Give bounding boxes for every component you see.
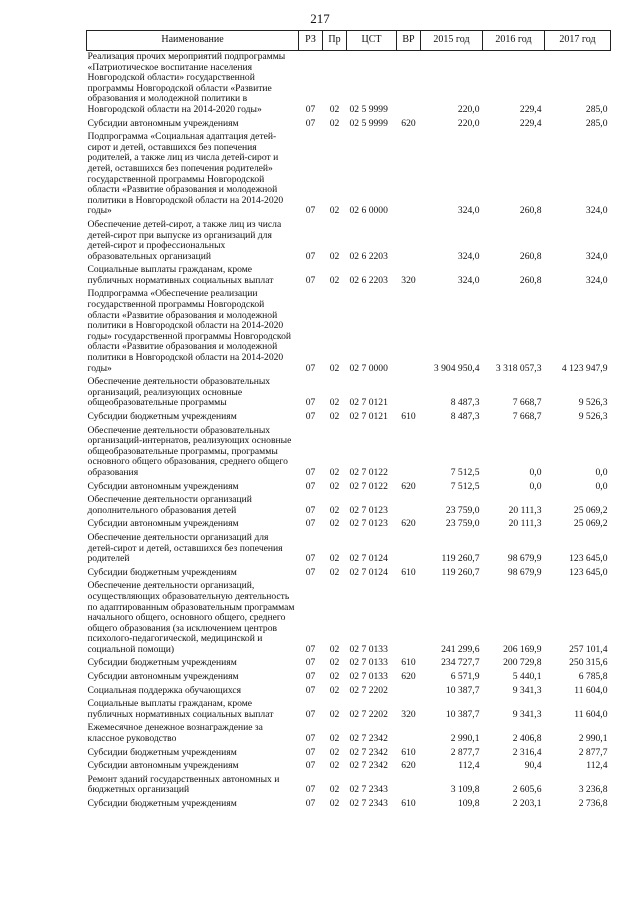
row-cst: 02 7 2202 xyxy=(349,708,388,720)
row-2017: 6 785,8 xyxy=(578,671,608,683)
row-2017: 4 123 947,9 xyxy=(561,362,608,374)
row-pr: 02 xyxy=(329,566,340,578)
row-vr: 620 xyxy=(401,671,416,683)
row-cst: 02 7 2342 xyxy=(349,733,388,745)
row-2016: 2 605,6 xyxy=(512,784,542,796)
row-vr xyxy=(397,685,421,699)
row-pr: 02 xyxy=(329,103,340,115)
row-name-text: Подпрограмма «Обеспечение реализации государственной программы Новгородской области «Развитие образования и молодежной политики в Новгородской области на 2014-2020 годы» государственной программы Новгородской области «Развитие образования и молодежной политики в Новгородской области на 2014-2020 годы» xyxy=(87,288,292,374)
row-pr: 02 xyxy=(329,518,340,530)
row-name xyxy=(87,798,299,812)
table-row xyxy=(87,494,611,518)
budget-table xyxy=(86,30,611,812)
row-rz: 07 xyxy=(305,103,316,115)
row-vr xyxy=(397,532,421,567)
row-2017: 2 877,7 xyxy=(578,746,608,758)
row-2017: 9 526,3 xyxy=(578,411,608,422)
row-2015: 109,8 xyxy=(457,798,480,809)
row-2015: 3 109,8 xyxy=(450,784,480,796)
row-vr xyxy=(397,722,421,746)
table-row xyxy=(87,671,611,685)
row-2015: 2 990,1 xyxy=(450,733,480,745)
row-vr xyxy=(397,288,421,376)
row-2016: 2 406,8 xyxy=(512,733,542,745)
row-name xyxy=(87,685,299,699)
table-row xyxy=(87,798,611,812)
row-2017: 25 069,2 xyxy=(573,504,608,516)
table-row xyxy=(87,685,611,699)
row-name xyxy=(87,760,299,774)
row-rz: 07 xyxy=(305,480,316,492)
row-2017: 285,0 xyxy=(585,103,608,115)
row-2016: 20 111,3 xyxy=(508,504,542,516)
row-2016: 0,0 xyxy=(529,480,542,492)
row-rz: 07 xyxy=(305,784,316,796)
row-name-text: Социальная поддержка обучающихся xyxy=(87,684,242,696)
row-2017: 0,0 xyxy=(595,466,608,478)
row-rz: 07 xyxy=(305,274,316,286)
row-rz: 07 xyxy=(305,504,316,516)
row-2016: 98 679,9 xyxy=(507,553,542,565)
row-pr: 02 xyxy=(329,480,340,492)
row-name xyxy=(87,425,299,481)
row-name-text: Субсидии автономным учреждениям xyxy=(87,518,239,530)
row-name xyxy=(87,747,299,761)
row-name-text: Обеспечение детей-сирот, а также лиц из числа детей-сирот при выпуске из организаций для детей-сирот и профессиональных образовательных организаций xyxy=(87,218,282,262)
row-2016: 229,4 xyxy=(519,117,542,129)
row-2016: 2 203,1 xyxy=(512,798,542,809)
header-2015: 2015 год xyxy=(421,31,483,51)
row-pr: 02 xyxy=(329,643,340,655)
row-2017: 2 736,8 xyxy=(578,798,608,809)
table-row xyxy=(87,567,611,581)
row-cst: 02 7 2343 xyxy=(349,784,388,796)
row-pr: 02 xyxy=(329,411,340,422)
row-vr: 610 xyxy=(401,798,416,809)
row-2016: 3 318 057,3 xyxy=(495,362,542,374)
header-name: Наименование xyxy=(87,31,299,51)
header-2016: 2016 год xyxy=(483,31,545,51)
row-pr: 02 xyxy=(329,274,340,286)
row-name-text: Субсидии автономным учреждениям xyxy=(87,760,239,772)
row-2015: 119 260,7 xyxy=(441,566,480,578)
row-pr: 02 xyxy=(329,708,340,720)
row-pr: 02 xyxy=(329,205,340,217)
row-name-text: Ежемесячное денежное вознаграждение за классное руководство xyxy=(87,722,263,745)
row-cst: 02 7 2342 xyxy=(349,760,388,772)
row-vr: 620 xyxy=(401,760,416,772)
row-vr xyxy=(397,494,421,518)
row-name xyxy=(87,567,299,581)
row-2015: 8 487,3 xyxy=(450,411,480,422)
row-cst: 02 6 0000 xyxy=(349,205,388,217)
row-2015: 2 877,7 xyxy=(450,746,480,758)
row-name xyxy=(87,657,299,671)
table-row xyxy=(87,747,611,761)
row-name xyxy=(87,671,299,685)
row-name xyxy=(87,288,299,376)
row-name-text: Субсидии бюджетным учреждениям xyxy=(87,798,237,809)
row-name xyxy=(87,118,299,132)
row-cst: 02 7 0121 xyxy=(349,397,388,409)
row-2015: 8 487,3 xyxy=(450,397,480,409)
row-vr xyxy=(397,376,421,411)
row-2015: 324,0 xyxy=(457,205,480,217)
row-cst: 02 7 0133 xyxy=(349,657,388,669)
row-vr xyxy=(397,580,421,657)
row-cst: 02 7 0124 xyxy=(349,553,388,565)
row-name xyxy=(87,219,299,264)
row-2015: 10 387,7 xyxy=(445,708,480,720)
row-2015: 241 299,6 xyxy=(441,643,480,655)
row-rz: 07 xyxy=(305,117,316,129)
row-2015: 7 512,5 xyxy=(450,466,480,478)
row-pr: 02 xyxy=(329,760,340,772)
header-pr: Пр xyxy=(323,31,347,51)
table-row xyxy=(87,698,611,722)
header-cst: ЦСТ xyxy=(347,31,397,51)
row-2015: 220,0 xyxy=(457,117,480,129)
row-2017: 324,0 xyxy=(585,250,608,262)
row-2017: 9 526,3 xyxy=(578,397,608,409)
row-name xyxy=(87,51,299,118)
row-pr: 02 xyxy=(329,733,340,745)
row-name xyxy=(87,580,299,657)
row-rz: 07 xyxy=(305,746,316,758)
row-rz: 07 xyxy=(305,671,316,683)
row-2016: 260,8 xyxy=(519,205,542,217)
row-pr: 02 xyxy=(329,784,340,796)
row-2016: 260,8 xyxy=(519,274,542,286)
row-name-text: Субсидии бюджетным учреждениям xyxy=(87,746,237,758)
table-row xyxy=(87,518,611,532)
row-rz: 07 xyxy=(305,553,316,565)
row-2015: 119 260,7 xyxy=(441,553,480,565)
row-2017: 2 990,1 xyxy=(578,733,608,745)
table-row xyxy=(87,131,611,219)
row-cst: 02 5 9999 xyxy=(349,117,388,129)
table-row xyxy=(87,288,611,376)
table-row xyxy=(87,118,611,132)
row-vr xyxy=(397,51,421,118)
row-pr: 02 xyxy=(329,798,340,809)
table-row xyxy=(87,657,611,671)
row-name-text: Ремонт зданий государственных автономных и бюджетных организаций xyxy=(87,773,280,796)
row-vr xyxy=(397,219,421,264)
row-name-text: Обеспечение деятельности образовательных организаций, реализующих основные общеобразовательные программы xyxy=(87,376,271,409)
table-row xyxy=(87,376,611,411)
row-name-text: Обеспечение деятельности организаций для детей-сирот и детей, оставшихся без попечения родителей xyxy=(87,531,283,565)
row-2016: 0,0 xyxy=(529,466,542,478)
row-2016: 7 668,7 xyxy=(512,397,542,409)
row-2016: 90,4 xyxy=(524,760,542,772)
row-rz: 07 xyxy=(305,397,316,409)
row-2016: 200 729,8 xyxy=(503,657,542,669)
row-vr: 620 xyxy=(401,518,416,530)
row-cst: 02 7 0133 xyxy=(349,643,388,655)
row-vr: 610 xyxy=(401,411,416,422)
row-name-text: Субсидии автономным учреждениям xyxy=(87,117,239,129)
row-name-text: Социальные выплаты гражданам, кроме публичных нормативных социальных выплат xyxy=(87,698,274,720)
row-2017: 123 645,0 xyxy=(569,566,608,578)
row-2017: 112,4 xyxy=(586,760,608,772)
row-vr: 320 xyxy=(401,274,416,286)
row-cst: 02 7 0123 xyxy=(349,518,388,530)
table-header-row xyxy=(87,31,611,51)
table-row xyxy=(87,532,611,567)
row-cst: 02 7 2343 xyxy=(349,798,388,809)
row-pr: 02 xyxy=(329,671,340,683)
row-rz: 07 xyxy=(305,250,316,262)
row-rz: 07 xyxy=(305,518,316,530)
table-row xyxy=(87,760,611,774)
row-2015: 220,0 xyxy=(457,103,480,115)
table-row xyxy=(87,425,611,481)
row-vr: 620 xyxy=(401,480,416,492)
row-pr: 02 xyxy=(329,553,340,565)
row-2017: 257 101,4 xyxy=(569,643,608,655)
row-name-text: Социальные выплаты гражданам, кроме публичных нормативных социальных выплат xyxy=(87,264,274,286)
row-2016: 98 679,9 xyxy=(507,566,542,578)
table-row xyxy=(87,219,611,264)
row-rz: 07 xyxy=(305,760,316,772)
row-vr: 320 xyxy=(401,708,416,720)
table-row xyxy=(87,722,611,746)
row-cst: 02 5 9999 xyxy=(349,103,388,115)
row-2015: 324,0 xyxy=(457,274,480,286)
row-rz: 07 xyxy=(305,733,316,745)
row-2017: 324,0 xyxy=(585,205,608,217)
row-name xyxy=(87,494,299,518)
row-2015: 324,0 xyxy=(457,250,480,262)
row-name-text: Обеспечение деятельности организаций, осуществляющих образовательную деятельность по адаптированным образовательным программам начального общего, основного общего, среднего общего образования (за исключением центров психолого-педагогической, медицинской и социальной помощи) xyxy=(87,580,295,655)
row-vr: 620 xyxy=(401,117,416,129)
table-row xyxy=(87,774,611,798)
row-vr xyxy=(397,774,421,798)
row-name xyxy=(87,411,299,425)
row-rz: 07 xyxy=(305,798,316,809)
row-pr: 02 xyxy=(329,684,340,696)
table-row xyxy=(87,580,611,657)
row-cst: 02 7 2202 xyxy=(349,684,388,696)
row-2015: 234 727,7 xyxy=(441,657,480,669)
header-vr: ВР xyxy=(397,31,421,51)
row-vr: 610 xyxy=(401,566,416,578)
row-pr: 02 xyxy=(329,746,340,758)
row-cst: 02 7 0000 xyxy=(349,362,388,374)
row-2016: 2 316,4 xyxy=(512,746,542,758)
row-2016: 7 668,7 xyxy=(512,411,542,422)
row-2015: 112,4 xyxy=(458,760,480,772)
row-cst: 02 7 0122 xyxy=(349,480,388,492)
row-pr: 02 xyxy=(329,397,340,409)
row-name-text: Субсидии бюджетным учреждениям xyxy=(87,411,237,422)
row-vr xyxy=(397,425,421,481)
row-name-text: Субсидии бюджетным учреждениям xyxy=(87,566,237,578)
row-name-text: Реализация прочих мероприятий подпрограммы «Патриотическое воспитание населения Новгородской области» государственной программы Новгородской области «Развитие образования и молодежной политики в Новгородской области на 2014-2020 годы» xyxy=(87,51,286,115)
row-2017: 0,0 xyxy=(595,480,608,492)
table-row xyxy=(87,264,611,288)
row-name-text: Субсидии автономным учреждениям xyxy=(87,480,239,492)
row-2016: 9 341,3 xyxy=(512,708,542,720)
row-2017: 285,0 xyxy=(585,117,608,129)
row-2016: 206 169,9 xyxy=(503,643,542,655)
header-2017: 2017 год xyxy=(545,31,611,51)
page-number: 217 xyxy=(310,11,330,26)
row-rz: 07 xyxy=(305,657,316,669)
row-2017: 11 604,0 xyxy=(574,684,608,696)
row-pr: 02 xyxy=(329,466,340,478)
row-rz: 07 xyxy=(305,205,316,217)
row-name xyxy=(87,722,299,746)
row-rz: 07 xyxy=(305,708,316,720)
row-2016: 9 341,3 xyxy=(512,684,542,696)
row-2016: 5 440,1 xyxy=(512,671,542,683)
table-row xyxy=(87,481,611,495)
row-cst: 02 7 0124 xyxy=(349,566,388,578)
row-2015: 23 759,0 xyxy=(445,504,480,516)
row-2017: 11 604,0 xyxy=(574,708,608,720)
row-name xyxy=(87,518,299,532)
row-vr: 610 xyxy=(401,746,416,758)
row-name-text: Подпрограмма «Социальная адаптация детей-сирот и детей, оставшихся без попечения родителей, а также лиц из числа детей-сирот и детей, оставшихся без попечения родителей» государственной программы Новгородской области «Развитие образования и молодежной политики в Новгородской области на 2014-2020 годы» xyxy=(87,131,284,217)
row-name xyxy=(87,774,299,798)
row-pr: 02 xyxy=(329,657,340,669)
row-cst: 02 7 0122 xyxy=(349,466,388,478)
row-2016: 260,8 xyxy=(519,250,542,262)
row-name-text: Субсидии бюджетным учреждениям xyxy=(87,657,237,669)
row-rz: 07 xyxy=(305,362,316,374)
row-2015: 7 512,5 xyxy=(450,480,480,492)
row-rz: 07 xyxy=(305,643,316,655)
row-name-text: Обеспечение деятельности образовательных организаций-интернатов, реализующих основные общеобразовательные программы, программы основного общего образования, среднего общего образования xyxy=(87,424,292,478)
row-cst: 02 7 0123 xyxy=(349,504,388,516)
row-2016: 20 111,3 xyxy=(508,518,542,530)
row-cst: 02 7 0121 xyxy=(349,411,388,422)
row-2015: 10 387,7 xyxy=(445,684,480,696)
row-rz: 07 xyxy=(305,684,316,696)
row-2015: 3 904 950,4 xyxy=(433,362,480,374)
row-name-text: Субсидии автономным учреждениям xyxy=(87,671,239,683)
row-pr: 02 xyxy=(329,504,340,516)
row-pr: 02 xyxy=(329,250,340,262)
row-name-text: Обеспечение деятельности организаций дополнительного образования детей xyxy=(87,494,252,516)
row-name xyxy=(87,532,299,567)
row-name xyxy=(87,698,299,722)
row-2017: 3 236,8 xyxy=(578,784,608,796)
row-2015: 23 759,0 xyxy=(445,518,480,530)
row-cst: 02 7 0133 xyxy=(349,671,388,683)
row-2015: 6 571,9 xyxy=(450,671,480,683)
row-2016: 229,4 xyxy=(519,103,542,115)
row-rz: 07 xyxy=(305,466,316,478)
row-name xyxy=(87,264,299,288)
table-body xyxy=(87,51,611,812)
row-cst: 02 6 2203 xyxy=(349,274,388,286)
row-2017: 324,0 xyxy=(585,274,608,286)
row-rz: 07 xyxy=(305,411,316,422)
row-pr: 02 xyxy=(329,362,340,374)
row-vr xyxy=(397,131,421,219)
row-name xyxy=(87,376,299,411)
row-2017: 250 315,6 xyxy=(569,657,608,669)
row-name xyxy=(87,481,299,495)
row-cst: 02 6 2203 xyxy=(349,250,388,262)
table-row xyxy=(87,51,611,118)
row-2017: 25 069,2 xyxy=(573,518,608,530)
header-rz: РЗ xyxy=(299,31,323,51)
row-vr: 610 xyxy=(401,657,416,669)
row-cst: 02 7 2342 xyxy=(349,746,388,758)
row-pr: 02 xyxy=(329,117,340,129)
row-rz: 07 xyxy=(305,566,316,578)
row-name xyxy=(87,131,299,219)
table-row xyxy=(87,411,611,425)
row-2017: 123 645,0 xyxy=(569,553,608,565)
